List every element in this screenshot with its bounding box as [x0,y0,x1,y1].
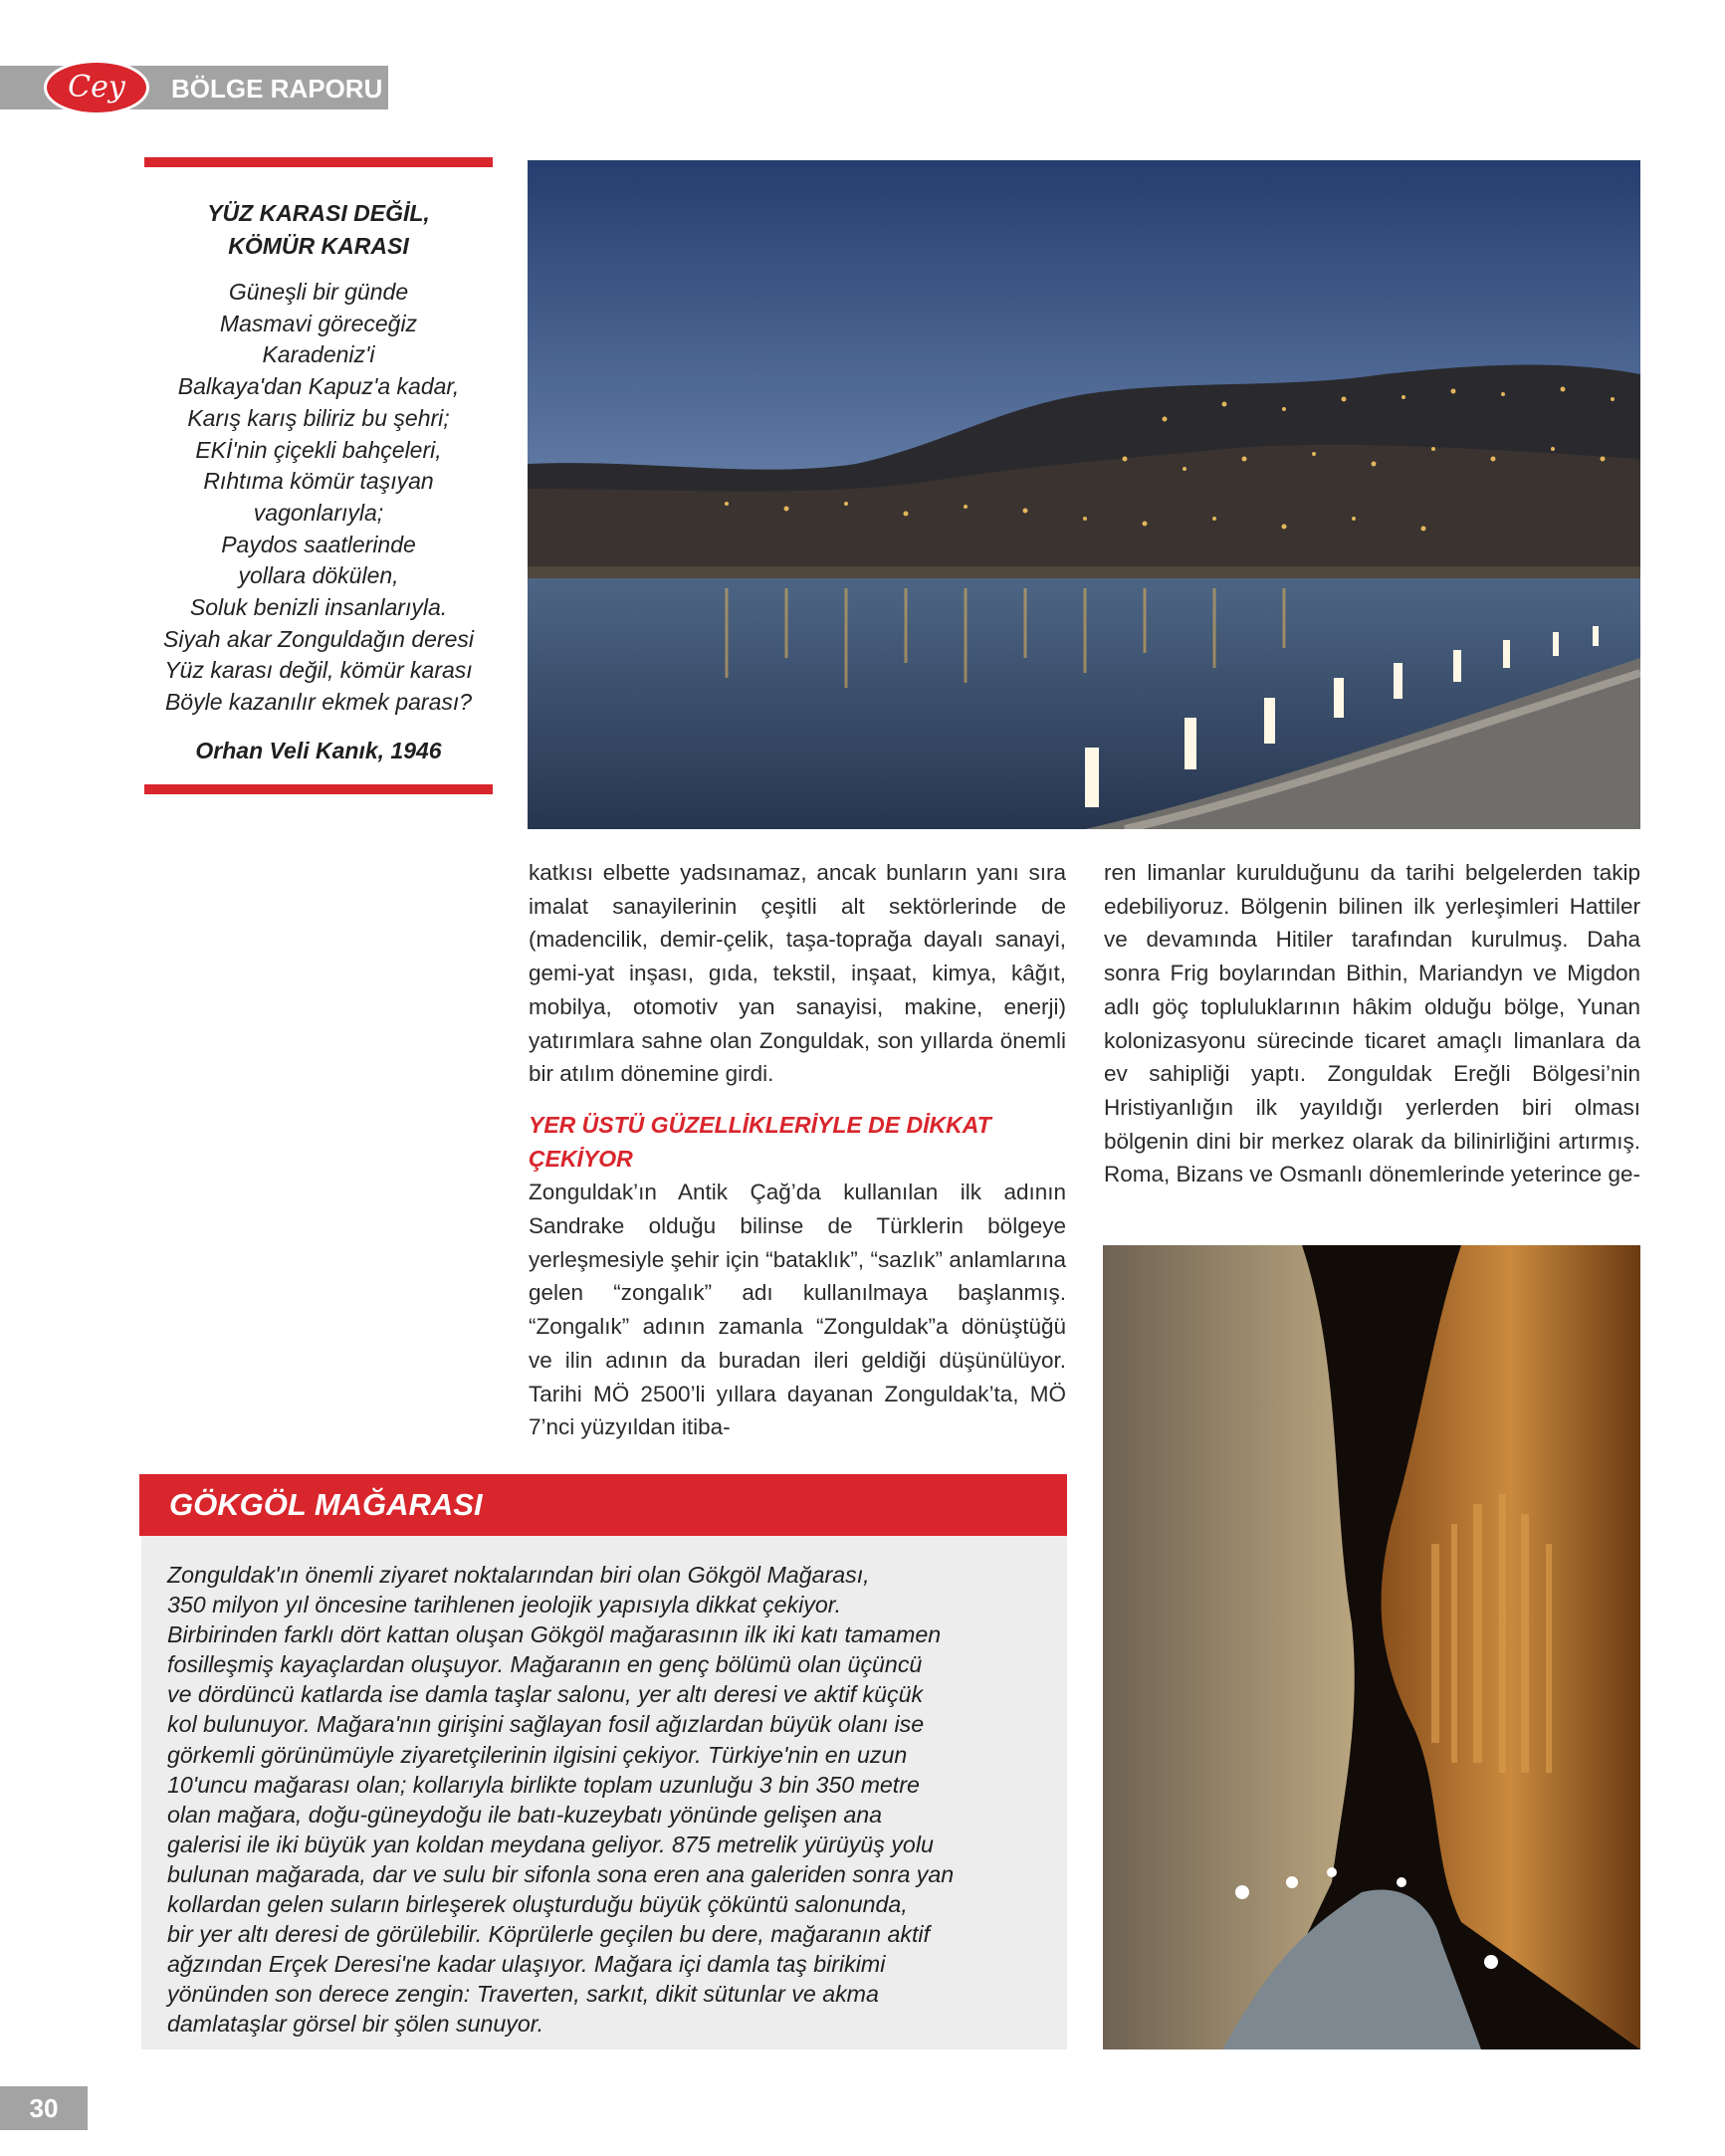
gokgol-line: damlataşlar görsel bir şölen sunuyor. [167,2011,544,2038]
gokgol-line: yönünden son derece zengin: Traverten, sarkıt, dikit sütunlar ve akma [167,1981,879,2008]
poem-line: Siyah akar Zonguldağın deresi [163,625,474,652]
gokgol-text-box [141,1536,1067,2049]
poem-line: Paydos saatlerinde [221,531,416,557]
gokgol-line: fosilleşmiş kayaçlardan oluşuyor. Mağaranın en genç bölümü olan üçüncü [167,1651,923,1678]
poem-title-line-1: YÜZ KARASI DEĞİL, [207,200,430,226]
harbor-night-photo [528,160,1640,829]
article-paragraph: Zonguldak’ın Antik Çağ’da kullanılan ilk adının Sandrake olduğu bilinse de Türklerin bölgeye yerleşmesiyle şehir için “bataklık”, “sazlık” anlamlarına gelen “zongalık” adı kullanılmaya başlanmış. “Zongalık” adının zamanla “Zonguldak”a dönüştüğü ve ilin adının da buradan ileri geldiği düşünülüyor. Tarihi MÖ 2500’li yıllara dayanan Zonguldak’ta, MÖ 7’nci yüzyıldan itiba- [529,1180,1066,1440]
article-subheading [529,1109,1066,1176]
gokgol-line: ağzından Erçek Deresi'ne kadar ulaşıyor. Mağara içi damla taş birikimi [167,1951,886,1978]
poem-author: Orhan Veli Kanık, 1946 [195,737,442,763]
gokgol-line: Birbirinden farklı dört kattan oluşan Gökgöl mağarasının ilk iki katı tamamen [167,1621,942,1648]
poem-line: Rıhtıma kömür taşıyan [203,468,434,495]
gokgol-line: ve dördüncü katlarda ise damla taşlar salonu, yer altı deresi ve aktif küçük [167,1681,924,1708]
poem-line: Soluk benizli insanlarıyla. [189,594,448,621]
cave-photo [1103,1245,1640,2049]
poem-box [144,157,493,794]
poem-line: Böyle kazanılır ekmek parası? [164,689,473,716]
gokgol-line: galerisi ile iki büyük yan koldan meydana geliyor. 875 metrelik yürüyüş yolu [167,1831,934,1857]
article-paragraph: katkısı elbette yadsınamaz, ancak bunların yanı sıra imalat sanayilerinin çeşitli alt sektörlerinde de (madencilik, demir-çelik, taşa-toprağa dayalı sanayi, gemi-yat inşası, gıda, tekstil, inşaat, kimya, kâğıt, mobilya, otomotiv yan sanayisi, makine, enerji) yatırımlara sahne olan Zonguldak, son yıllarda önemli bir atılım dönemine girdi. [529,860,1066,1087]
gokgol-line: 350 milyon yıl öncesine tarihlenen jeolojik yapısıyla dikkat çekiyor. [167,1592,842,1618]
page-number: 30 [0,2086,88,2130]
gokgol-line: kol bulunuyor. Mağara'nın girişini sağlayan fosil ağızlardan büyük olanı ise [167,1711,925,1738]
poem-line: Balkaya'dan Kapuz'a kadar, [177,373,460,400]
subheading-line-2: ÇEKİYOR [529,1145,633,1172]
section-title: BÖLGE RAPORU [171,74,383,104]
poem-line: vagonlarıyla; [253,499,384,526]
poem-line: EKİ'nin çiçekli bahçeleri, [195,436,442,463]
gokgol-title: GÖKGÖL MAĞARASI [169,1487,483,1522]
poem-line: Yüz karası değil, kömür karası [164,657,473,684]
gokgol-line: görkemli görünümüyle ziyaretçilerinin ilgisini çekiyor. Türkiye'nin en uzun [167,1741,908,1768]
poem-title-line-2: KÖMÜR KARASI [228,233,409,259]
gokgol-line: bulunan mağarada, dar ve sulu bir sifonla sona eren ana galeriden sonra yan [167,1860,955,1887]
gokgol-line: 10'uncu mağarası olan; kollarıyla birlikte toplam uzunluğu 3 bin 350 metre [167,1771,920,1798]
poem-line: yollara dökülen, [238,562,399,589]
article-paragraph: ren limanlar kurulduğunu da tarihi belgelerden takip edebiliyoruz. Bölgenin bilinen ilk yerleşimleri Hattiler ve devamında Hitiler tarafından kurulmuş. Daha sonra Frig boylarından Bithin, Mariandyn ve Migdon adlı göç topluluklarının hâkim olduğu bölge, Yunan kolonizasyonu sürecinde ticaret amaçlı limanlara da ev sahipliği yaptı. Zonguldak Ereğli Bölgesi’nin Hristiyanlığın ilk yayıldığı yerlerden biri olması bölgenin dini bir merkez olarak da bilinirliğini artırmış. Roma, Bizans ve Osmanlı dönemlerinde yeterince ge- [1104,860,1641,1187]
gokgol-line: bir yer altı deresi de görülebilir. Köprülerle geçilen bu dere, mağaranın aktif [167,1921,931,1948]
poem-line: Güneşli bir günde [228,279,409,305]
poem-line: Karadeniz'i [262,341,375,368]
poem-line: Masmavi göreceğiz [219,310,418,336]
logo-text: Cey [68,70,125,105]
subheading-line-1: YER ÜSTÜ GÜZELLİKLERİYLE DE DİKKAT [529,1111,991,1138]
gokgol-line: Zonguldak'ın önemli ziyaret noktalarından biri olan Gökgöl Mağarası, [167,1562,870,1588]
magazine-logo [44,60,149,115]
gokgol-line: olan mağara, doğu-güneydoğu ile batı-kuzeybatı yönünde gelişen ana [167,1801,883,1828]
gokgol-heading-bar [139,1474,1067,1536]
poem-lines [144,277,493,719]
poem-title [144,197,493,263]
poem-line: Karış karış biliriz bu şehri; [187,404,450,431]
article-column-right [1104,856,1640,1191]
gokgol-line: kollardan gelen suların birleşerek oluşturduğu büyük çöküntü salonunda, [167,1891,908,1918]
article-column-middle [529,856,1066,1444]
